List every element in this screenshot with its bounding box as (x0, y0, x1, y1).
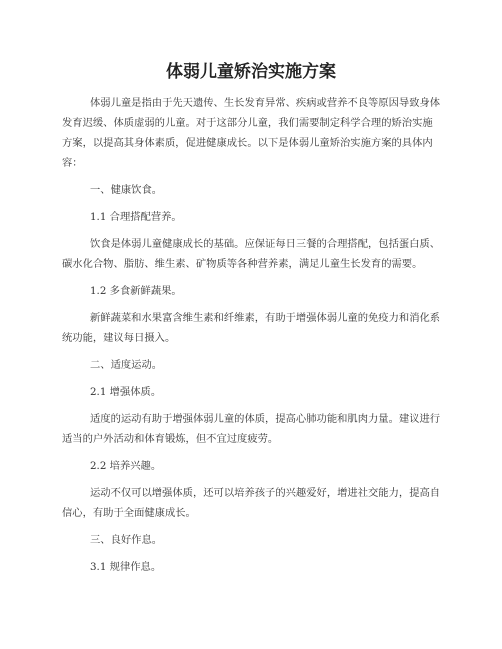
subsection-heading-nutrition: 1.1 合理搭配营养。 (90, 211, 182, 223)
body-line: 饮食是体弱儿童健康成长的基础。应保证每日三餐的合理搭配，包括蛋白质、 (90, 238, 441, 250)
subsection-heading-vegetables: 1.2 多食新鲜蔬果。 (90, 285, 182, 297)
intro-line: 方案，以提高其身体素质，促进健康成长。以下是体弱儿童矫治实施方案的具体内 (62, 137, 433, 149)
body-line: 适当的户外活动和体育锻炼，但不宜过度疲劳。 (62, 433, 279, 445)
intro-line: 容： (62, 157, 83, 169)
body-line: 新鲜蔬菜和水果富含维生素和纤维素，有助于增强体弱儿童的免疫力和消化系 (90, 312, 441, 324)
subsection-heading-physique: 2.1 增强体质。 (90, 386, 162, 398)
subsection-heading-interest: 2.2 培养兴趣。 (90, 460, 162, 472)
section-heading-diet: 一、健康饮食。 (90, 184, 163, 196)
intro-line: 体弱儿童是指由于先天遗传、生长发育异常、疾病或营养不良等原因导致身体 (90, 97, 441, 109)
body-line: 适度的运动有助于增强体弱儿童的体质，提高心肺功能和肌肉力量。建议进行 (90, 413, 441, 425)
section-heading-exercise: 二、适度运动。 (90, 359, 163, 371)
body-line: 信心，有助于全面健康成长。 (62, 507, 196, 519)
body-line: 统功能，建议每日摄入。 (62, 332, 176, 344)
subsection-heading-regular-routine: 3.1 规律作息。 (90, 561, 162, 573)
body-line: 运动不仅可以增强体质，还可以培养孩子的兴趣爱好，增进社交能力，提高自 (90, 487, 441, 499)
body-line: 碳水化合物、脂肪、维生素、矿物质等各种营养素，满足儿童生长发育的需要。 (62, 258, 423, 270)
section-heading-routine: 三、良好作息。 (90, 534, 163, 546)
intro-line: 发育迟缓、体质虚弱的儿童。对于这部分儿童，我们需要制定科学合理的矫治实施 (62, 117, 433, 129)
page-title: 体弱儿童矫治实施方案 (166, 62, 336, 82)
